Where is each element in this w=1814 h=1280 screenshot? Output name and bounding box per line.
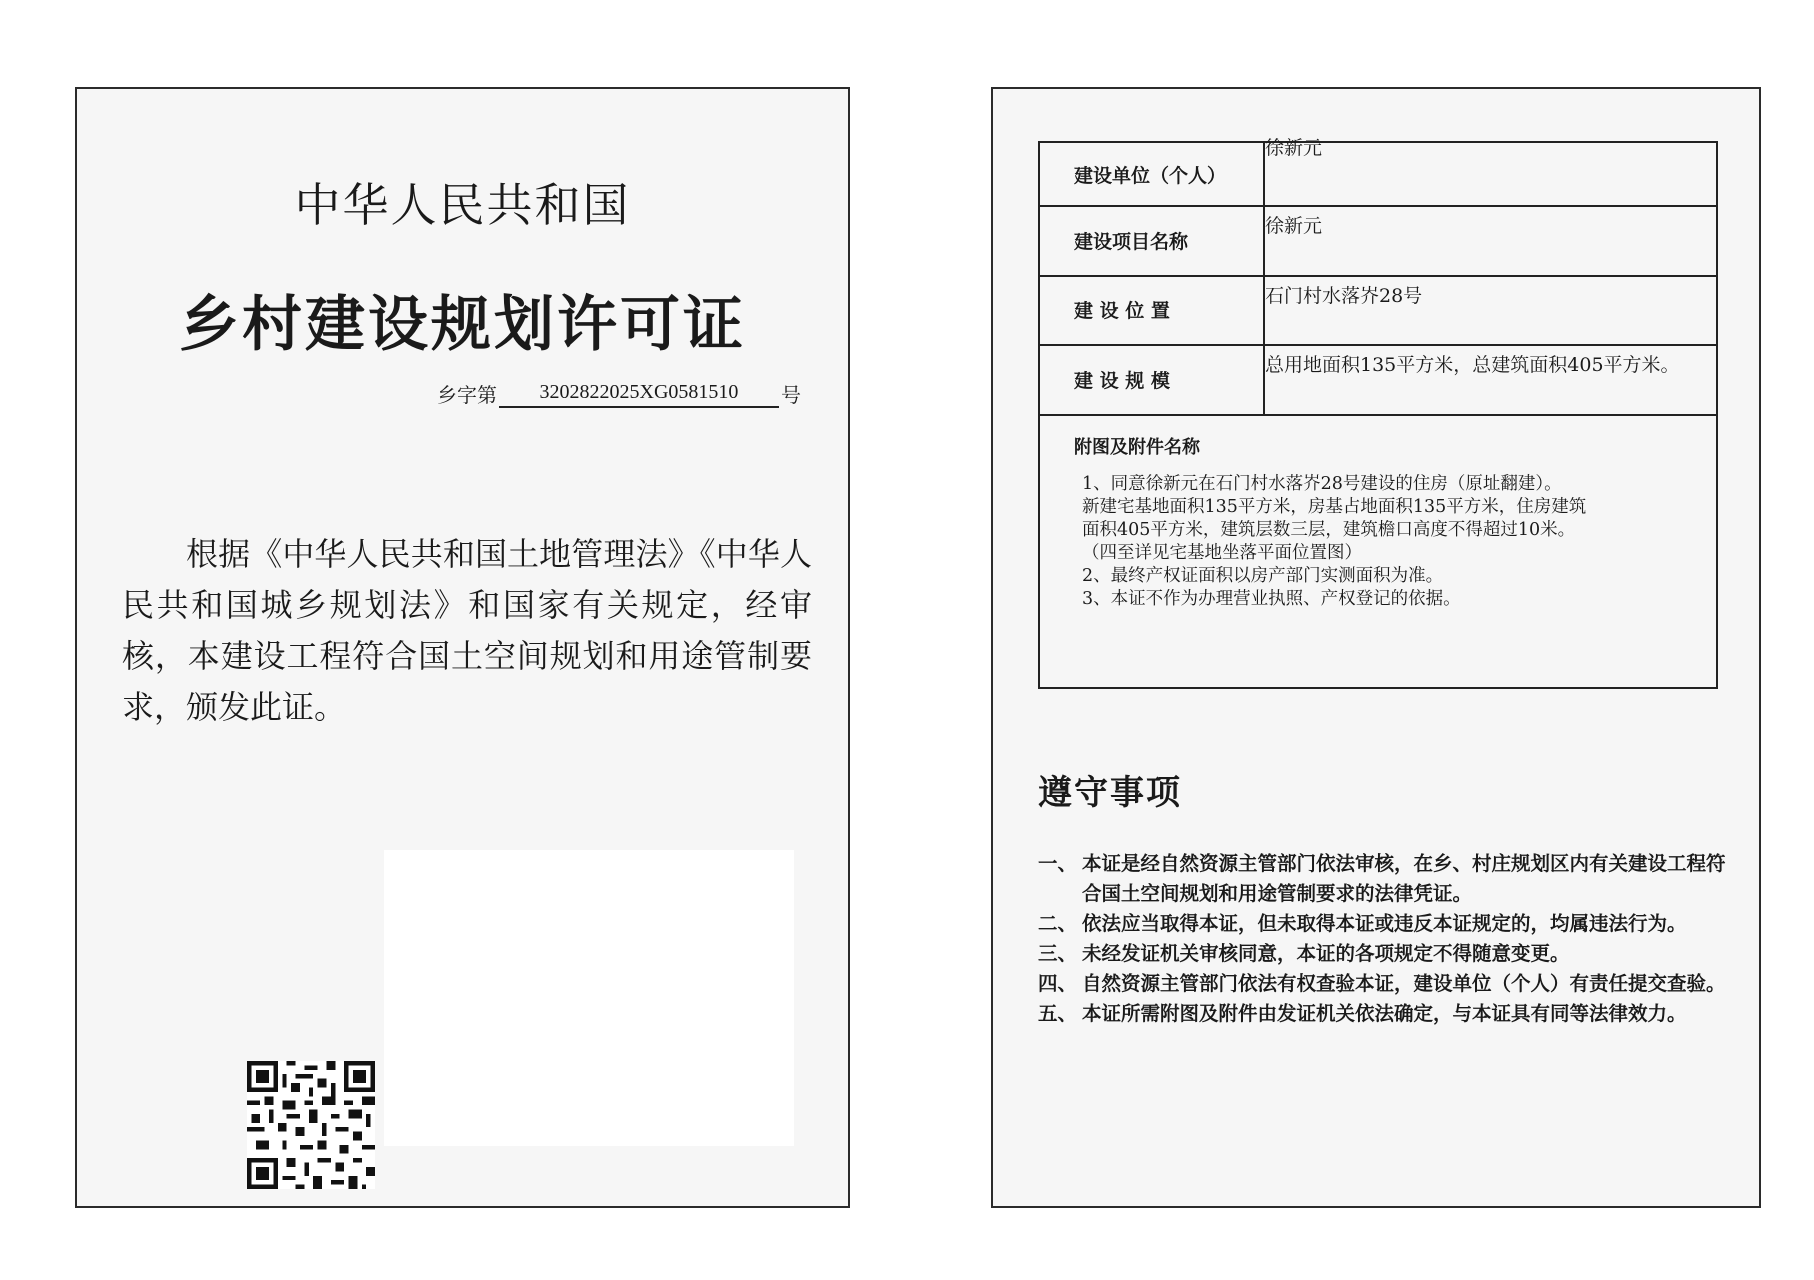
attachment-line: 1、同意徐新元在石门村水落岕28号建设的住房（原址翻建）。 bbox=[1082, 474, 1562, 494]
qr-code-icon bbox=[247, 1061, 375, 1189]
location-label: 建 设 位 置 bbox=[1040, 275, 1265, 344]
rule-number: 二、 bbox=[1038, 912, 1078, 935]
rule-item bbox=[1038, 909, 1728, 939]
number-value: 3202822025XG0581510 bbox=[499, 381, 779, 408]
table-row-project-name bbox=[1040, 205, 1716, 277]
rule-item bbox=[1038, 939, 1728, 969]
country-title: 中华人民共和国 bbox=[294, 178, 631, 232]
attachment-line: 3、本证不作为办理营业执照、产权登记的依据。 bbox=[1082, 589, 1461, 609]
rules-list bbox=[1038, 849, 1728, 1029]
table-row-scale bbox=[1040, 344, 1716, 416]
rule-item bbox=[1038, 849, 1728, 909]
rule-text: 本证所需附图及附件由发证机关依法确定，与本证具有同等法律效力。 bbox=[1082, 1002, 1687, 1025]
certificate-cover-page bbox=[75, 87, 850, 1208]
project-name-value: 徐新元 bbox=[1265, 215, 1323, 237]
unit-label: 建设单位（个人） bbox=[1040, 143, 1265, 205]
redacted-seal-area bbox=[384, 850, 794, 1146]
attachment-line: 2、最终产权证面积以房产部门实测面积为准。 bbox=[1082, 566, 1444, 586]
attachment-line: 面积405平方米，建筑层数三层，建筑檐口高度不得超过10米。 bbox=[1082, 520, 1576, 540]
attachment-line: 新建宅基地面积135平方米，房基占地面积135平方米，住房建筑 bbox=[1082, 497, 1587, 517]
project-info-table bbox=[1038, 137, 1718, 689]
rule-item bbox=[1038, 969, 1728, 999]
certificate-details-page bbox=[991, 87, 1761, 1208]
number-prefix: 乡字第 bbox=[437, 383, 497, 407]
attachment-line: （四至详见宅基地坐落平面位置图） bbox=[1082, 543, 1362, 563]
location-value: 石门村水落岕28号 bbox=[1265, 285, 1423, 307]
rule-number: 五、 bbox=[1038, 1002, 1078, 1025]
certificate-title: 乡村建设规划许可证 bbox=[179, 290, 746, 360]
table-row-location bbox=[1040, 275, 1716, 346]
rule-number: 一、 bbox=[1038, 852, 1078, 875]
rule-item bbox=[1038, 999, 1728, 1029]
rule-text: 自然资源主管部门依法有权查验本证，建设单位（个人）有责任提交查验。 bbox=[1082, 972, 1726, 995]
attachments-label: 附图及附件名称 bbox=[1074, 437, 1200, 458]
certificate-number bbox=[437, 379, 801, 408]
number-suffix: 号 bbox=[781, 383, 801, 407]
rule-text: 本证是经自然资源主管部门依法审核，在乡、村庄规划区内有关建设工程符合国土空间规划和用途管制要求的法律凭证。 bbox=[1082, 852, 1726, 905]
rule-number: 四、 bbox=[1038, 972, 1078, 995]
unit-value: 徐新元 bbox=[1265, 137, 1323, 159]
table-row-unit bbox=[1040, 137, 1716, 207]
scale-value: 总用地面积135平方米，总建筑面积405平方米。 bbox=[1265, 354, 1680, 376]
project-name-label: 建设项目名称 bbox=[1040, 205, 1265, 275]
rules-title: 遵守事项 bbox=[1038, 773, 1182, 813]
rule-number: 三、 bbox=[1038, 942, 1078, 965]
rule-text: 依法应当取得本证，但未取得本证或违反本证规定的，均属违法行为。 bbox=[1082, 912, 1687, 935]
rule-text: 未经发证机关审核同意，本证的各项规定不得随意变更。 bbox=[1082, 942, 1570, 965]
scale-label: 建 设 规 模 bbox=[1040, 344, 1265, 414]
legal-basis-paragraph: 根据《中华人民共和国土地管理法》《中华人民共和国城乡规划法》和国家有关规定，经审核，本建设工程符合国土空间规划和用途管制要求，颁发此证。 bbox=[122, 535, 812, 726]
attachments-list bbox=[1082, 473, 1682, 611]
